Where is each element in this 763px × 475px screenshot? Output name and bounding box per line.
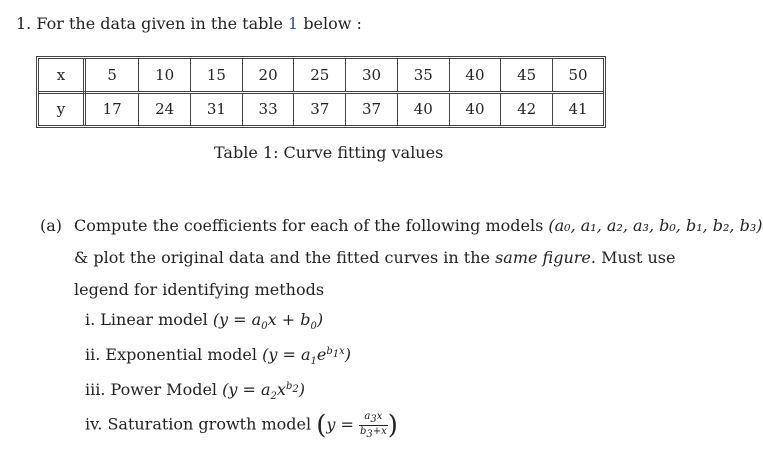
table-cell: 20 bbox=[242, 59, 294, 92]
model-name: Saturation growth model bbox=[107, 414, 312, 434]
list-item bbox=[85, 310, 323, 332]
part-a-line-3: legend for identifying methods bbox=[74, 280, 325, 299]
table-cell: 42 bbox=[501, 92, 553, 125]
table-cell: 31 bbox=[191, 92, 243, 125]
table-cell: 17 bbox=[85, 92, 139, 125]
part-a-text: Compute the coefficients for each of the following models bbox=[74, 216, 544, 235]
table-cell: 33 bbox=[242, 92, 294, 125]
model-name: Exponential model bbox=[105, 345, 257, 364]
list-item bbox=[85, 345, 351, 367]
part-a-text: & plot the original data and the fitted curves in the bbox=[74, 248, 490, 267]
list-item bbox=[85, 410, 398, 440]
table-cell: 30 bbox=[346, 59, 398, 92]
linear-formula: $(y = a_0x + b_0)$ bbox=[212, 310, 324, 333]
table-cell: 40 bbox=[449, 59, 501, 92]
table-cell: 37 bbox=[346, 92, 398, 125]
list-item bbox=[85, 380, 305, 402]
table-caption: Table 1: Curve fitting values bbox=[214, 143, 444, 162]
table-cell: 25 bbox=[294, 59, 346, 92]
question-intro-end: below : bbox=[303, 14, 362, 33]
data-table bbox=[36, 56, 606, 128]
part-a-text: Must use bbox=[601, 248, 676, 267]
item-number: ii. bbox=[85, 345, 101, 364]
table-cell: 5 bbox=[85, 59, 139, 92]
table-cell: 37 bbox=[294, 92, 346, 125]
saturation-formula: (y = $\frac{a_3x}{b_3+x}$ ) bbox=[316, 410, 398, 440]
table-cell: 15 bbox=[191, 59, 243, 92]
model-name: Linear model bbox=[100, 310, 208, 329]
emphasis-text: same figure. bbox=[495, 248, 596, 267]
table-row-x bbox=[39, 59, 603, 92]
question-intro: For the data given in the table bbox=[36, 14, 283, 33]
item-number: iii. bbox=[85, 380, 106, 399]
table-cell: 24 bbox=[139, 92, 191, 125]
exponential-formula: $(y = a_1e^{b_1x})$ bbox=[262, 345, 352, 368]
table-reference-link[interactable]: 1 bbox=[288, 14, 299, 33]
table-cell: 40 bbox=[397, 92, 449, 125]
question-number: 1. bbox=[16, 14, 32, 33]
part-a-label: (a) bbox=[40, 216, 63, 235]
part-a-line-1 bbox=[74, 210, 763, 242]
row-label-y: y bbox=[39, 92, 85, 125]
coefficient-list: (a₀, a₁, a₂, a₃, b₀, b₁, b₂, b₃) bbox=[548, 216, 763, 235]
model-name: Power Model bbox=[110, 380, 218, 399]
row-label-x: x bbox=[39, 59, 85, 92]
table-cell: 10 bbox=[139, 59, 191, 92]
table-cell: 50 bbox=[553, 59, 603, 92]
power-formula: $(y = a_2x^{b_2})$ bbox=[222, 380, 305, 403]
item-number: iv. bbox=[85, 414, 103, 434]
question-heading bbox=[16, 14, 362, 33]
part-a-line-2 bbox=[74, 242, 675, 274]
table-row-y bbox=[39, 92, 603, 125]
table-cell: 45 bbox=[501, 59, 553, 92]
table-cell: 41 bbox=[553, 92, 603, 125]
item-number: i. bbox=[85, 310, 96, 329]
table-cell: 40 bbox=[449, 92, 501, 125]
table-cell: 35 bbox=[397, 59, 449, 92]
